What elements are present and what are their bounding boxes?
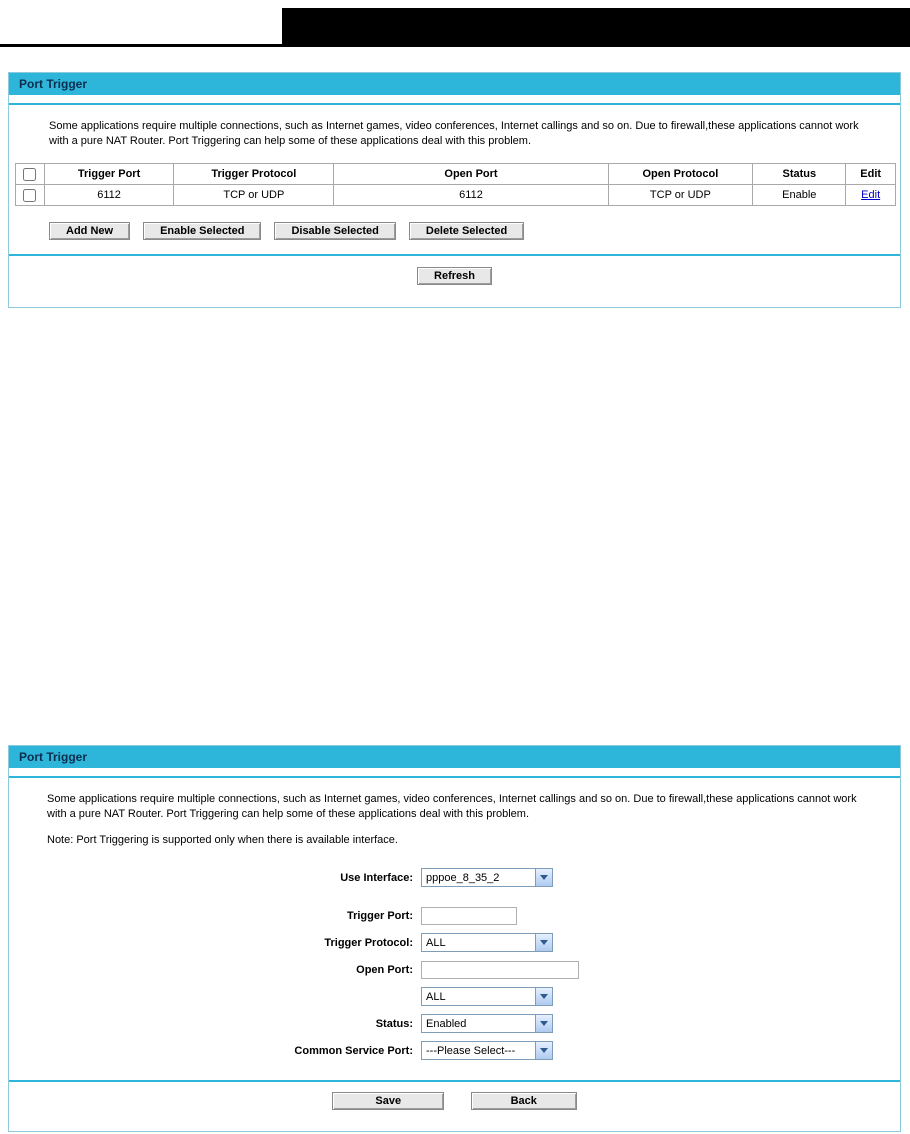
- back-button[interactable]: Back: [471, 1092, 577, 1110]
- column-header: Trigger Protocol: [174, 164, 334, 185]
- chevron-down-icon: [535, 869, 552, 886]
- column-header: Open Protocol: [608, 164, 753, 185]
- action-button-row: [49, 222, 900, 240]
- open-protocol-select[interactable]: ALL: [421, 987, 553, 1006]
- open-protocol-cell: TCP or UDP: [608, 185, 753, 206]
- description-text: Some applications require multiple connections, such as Internet games, video conferences, Internet callings and so on. Due to firewall,these applications cannot work with a pure NAT Router. Port Triggering can help some of these applications deal with this problem.: [49, 120, 859, 147]
- port-trigger-table: [15, 163, 896, 206]
- divider: [9, 1080, 900, 1082]
- trigger-protocol-label: Trigger Protocol:: [324, 936, 413, 949]
- delete-selected-button[interactable]: Delete Selected: [409, 222, 524, 240]
- row-checkbox[interactable]: [23, 189, 36, 202]
- port-trigger-list-panel: [8, 72, 901, 308]
- banner-underline: [0, 44, 282, 47]
- table-row: [16, 185, 896, 206]
- common-service-port-select[interactable]: ---Please Select---: [421, 1041, 553, 1060]
- column-header: Trigger Port: [44, 164, 173, 185]
- refresh-button[interactable]: Refresh: [417, 267, 492, 285]
- form-row: [9, 864, 900, 891]
- trigger-protocol-select[interactable]: ALL: [421, 933, 553, 952]
- disable-selected-button[interactable]: Disable Selected: [274, 222, 395, 240]
- common-service-port-label: Common Service Port:: [294, 1044, 413, 1057]
- port-trigger-edit-panel: [8, 745, 901, 1132]
- form-row: [9, 1010, 900, 1037]
- chevron-down-icon: [535, 1015, 552, 1032]
- form-row: [9, 902, 900, 929]
- column-header: Open Port: [334, 164, 608, 185]
- select-all-checkbox[interactable]: [23, 168, 36, 181]
- divider: [9, 103, 900, 105]
- open-port-label: Open Port:: [356, 963, 413, 976]
- column-header: Status: [753, 164, 846, 185]
- form-row: [9, 1037, 900, 1064]
- trigger-port-input[interactable]: [421, 907, 517, 925]
- divider: [9, 254, 900, 256]
- chevron-down-icon: [535, 1042, 552, 1059]
- enable-selected-button[interactable]: Enable Selected: [143, 222, 261, 240]
- edit-link[interactable]: Edit: [861, 189, 881, 201]
- trigger-port-cell: 6112: [44, 185, 173, 206]
- open-port-input[interactable]: [421, 961, 579, 979]
- divider: [9, 776, 900, 778]
- chevron-down-icon: [535, 988, 552, 1005]
- chevron-down-icon: [535, 934, 552, 951]
- add-new-button[interactable]: Add New: [49, 222, 130, 240]
- status-select[interactable]: Enabled: [421, 1014, 553, 1033]
- form-row: [9, 929, 900, 956]
- top-banner: [282, 8, 910, 47]
- use-interface-select[interactable]: pppoe_8_35_2: [421, 868, 553, 887]
- form-row: [9, 983, 900, 1010]
- trigger-protocol-cell: TCP or UDP: [174, 185, 334, 206]
- save-button[interactable]: Save: [332, 1092, 444, 1110]
- table-header-row: [16, 164, 896, 185]
- column-header: Edit: [846, 164, 896, 185]
- status-cell: Enable: [753, 185, 846, 206]
- trigger-port-label: Trigger Port:: [346, 909, 413, 922]
- description-text: Some applications require multiple connections, such as Internet games, video conferences, Internet callings and so on. Due to firewall,these applications cannot work with a pure NAT Router. Port Triggering can help some of these applications deal with this problem.: [47, 793, 857, 820]
- panel-title: Port Trigger: [9, 73, 900, 95]
- status-label: Status:: [375, 1017, 413, 1030]
- use-interface-label: Use Interface:: [340, 871, 413, 884]
- port-trigger-form: [9, 864, 900, 1064]
- form-row: [9, 956, 900, 983]
- open-port-cell: 6112: [334, 185, 608, 206]
- panel-title: Port Trigger: [9, 746, 900, 768]
- note-text: Note: Port Triggering is supported only when there is available interface.: [47, 834, 398, 846]
